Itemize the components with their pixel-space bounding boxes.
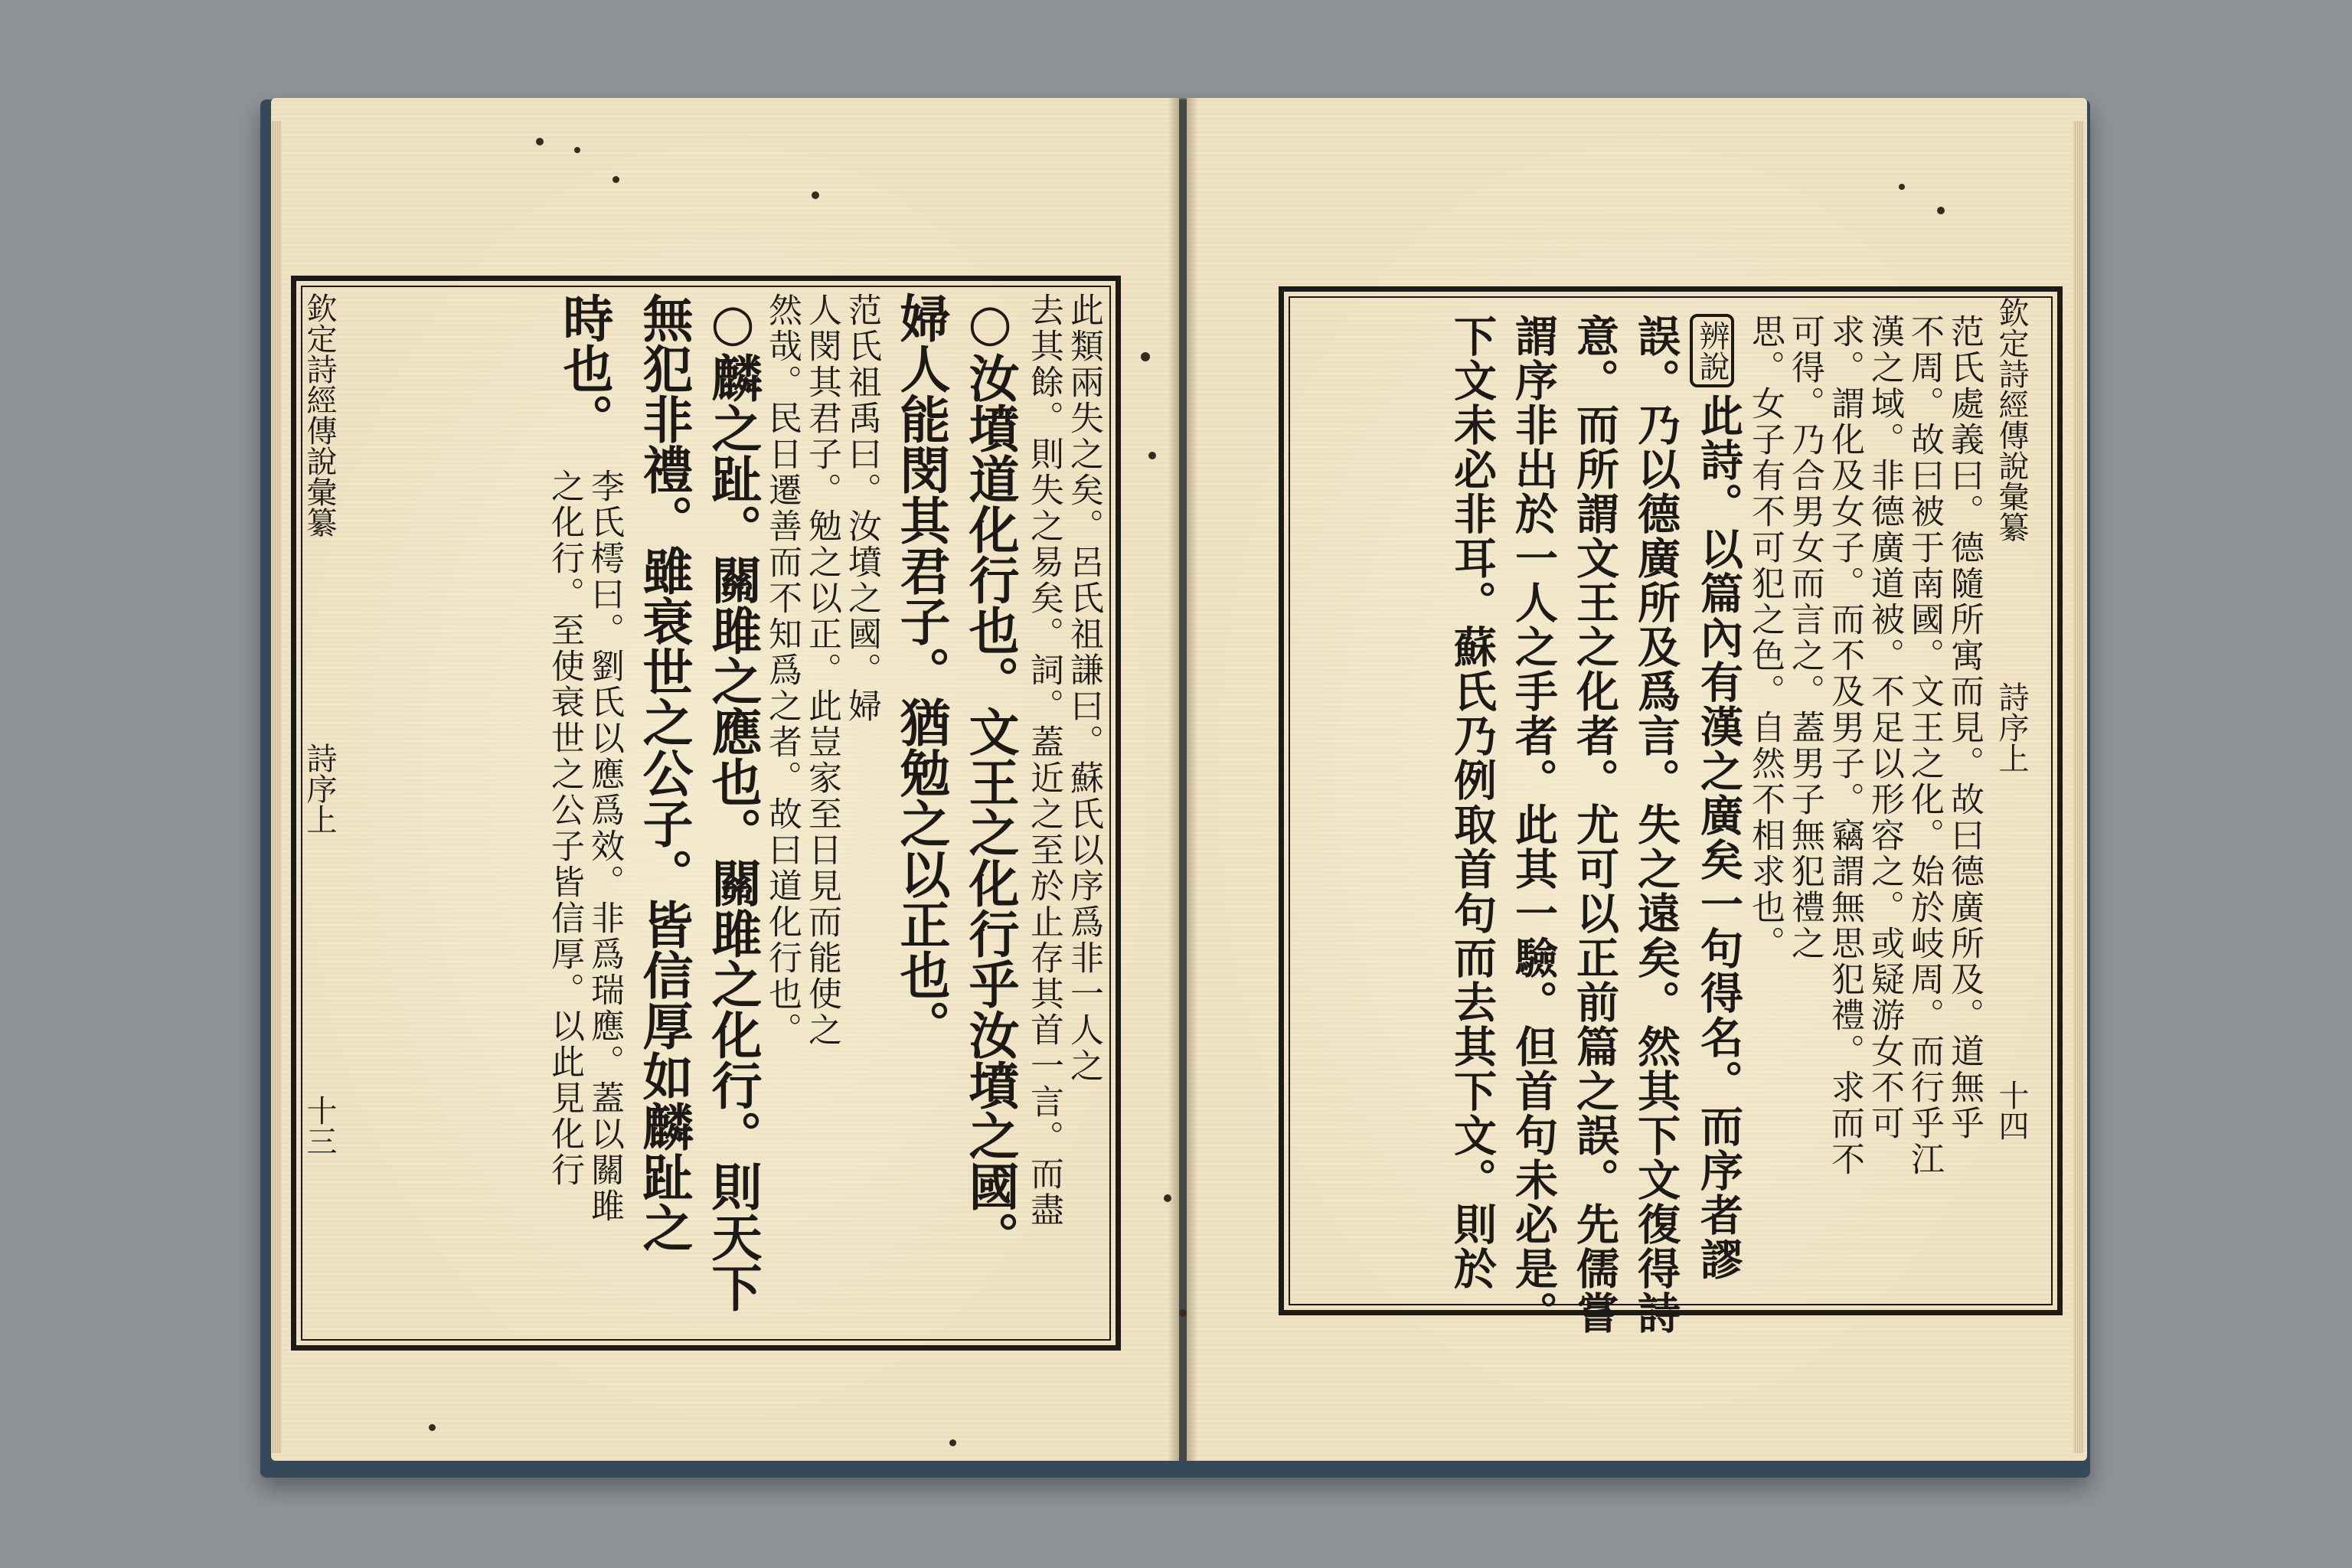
main-line: 時也。: [554, 292, 614, 444]
worm-hole: [1179, 1309, 1187, 1317]
right-note-pair-3: [1744, 314, 1824, 1286]
main-line: 意。而所謂文王之化者。尤可以正前篇之誤。先儒嘗: [1570, 314, 1620, 1335]
main-line: 婦人能閔其君子。猶勉之以正也。: [891, 292, 951, 1050]
worm-hole: [612, 176, 619, 183]
left-margin-title: 欽定詩經傳說彙纂: [302, 292, 337, 537]
main-line: ○汝墳道化行也。文王之化行乎汝墳之國。: [960, 292, 1020, 1262]
main-note-mixed: [544, 292, 623, 1326]
main-line: 無犯非禮。雖衰世之公子。皆信厚如麟趾之: [634, 292, 694, 1253]
note-line: 李氏樗曰。劉氏以應爲效。非爲瑞應。蓋以關雎: [585, 469, 624, 1224]
worm-hole: [1164, 1194, 1171, 1202]
bianshuo-badge: 辨說: [1690, 314, 1734, 387]
bianshuo-column: [1680, 314, 1744, 1286]
worm-hole: [536, 138, 544, 145]
left-page-number: 十三: [302, 1095, 337, 1156]
main-line: 下文未必非耳。蘇氏乃例取首句而去其下文。則於: [1447, 314, 1498, 1291]
worm-hole: [1937, 207, 1945, 214]
open-book: [260, 92, 2090, 1478]
note-line: 然哉。民日遷善而不知爲之者。故曰道化行也。: [763, 292, 802, 1048]
book-gutter: [1168, 98, 1198, 1461]
right-text-columns: [1325, 314, 1984, 1335]
worm-hole: [429, 1424, 436, 1431]
main-line: ○麟之趾。關雎之應也。關雎之化行。則天下: [703, 292, 763, 1312]
note-line: 漢之域。非德廣道被。不足以形容之。或疑游女不可: [1865, 314, 1904, 1142]
left-text-columns: [352, 292, 1102, 1326]
note-line: 可得。乃合男女而言之。蓋男子無犯禮之: [1785, 314, 1824, 962]
worm-hole: [949, 1439, 956, 1446]
left-note-pair-2: [801, 292, 880, 1326]
note-line: 范氏處義曰。德隨所寓而見。故曰德廣所及。道無乎: [1945, 314, 1984, 1142]
left-margin-section: 詩序上: [302, 743, 337, 835]
right-margin-section: 詩序上: [1994, 681, 2029, 773]
note-line: 范氏祖禹曰。汝墳之國。婦: [842, 292, 881, 724]
note-line: 之化行。至使衰世之公子皆信厚。以此見化行: [545, 469, 584, 1188]
main-line: 誤。乃以德廣所及爲言。失之遠矣。然其下文復得詩: [1631, 314, 1681, 1335]
main-line: 謂序非出於一人之手者。此其一驗。但首句未必是。: [1508, 314, 1559, 1335]
worm-hole: [1148, 452, 1156, 459]
note-line: 去其餘。則失之易矣。詞。蓋近之至於止存其首一言。而盡: [1024, 292, 1063, 1228]
worm-hole: [1141, 352, 1150, 361]
worm-hole: [812, 191, 819, 199]
right-note-pair-2: [1824, 314, 1903, 1286]
page-edge-right: [2073, 121, 2084, 1453]
page-edge-left: [271, 121, 282, 1453]
main-line: 此詩。以篇內有漢之廣矣一句得名。而序者謬: [1694, 394, 1744, 1282]
worm-hole: [574, 147, 580, 153]
note-line: 人閔其君子。勉之以正。此豈家至日見而能使之: [802, 292, 841, 1048]
note-line: 思。女子有不可犯之色。自然不相求也。: [1746, 314, 1785, 962]
note-line: 此類兩失之矣。呂氏祖謙曰。蘇氏以序爲非一人之: [1064, 292, 1103, 1084]
right-page-number: 十四: [1994, 1080, 2029, 1141]
note-line: 不周。故曰被于南國。文王之化。始於岐周。而行乎江: [1905, 314, 1944, 1178]
right-note-pair-1: [1903, 314, 1983, 1286]
left-note-pair-1: [1023, 292, 1102, 1326]
note-line: 求。謂化及女子。而不及男子。竊謂無思犯禮。求而不: [1825, 314, 1864, 1178]
worm-hole: [1899, 184, 1905, 190]
right-margin-title: 欽定詩經傳說彙纂: [1994, 297, 2029, 542]
